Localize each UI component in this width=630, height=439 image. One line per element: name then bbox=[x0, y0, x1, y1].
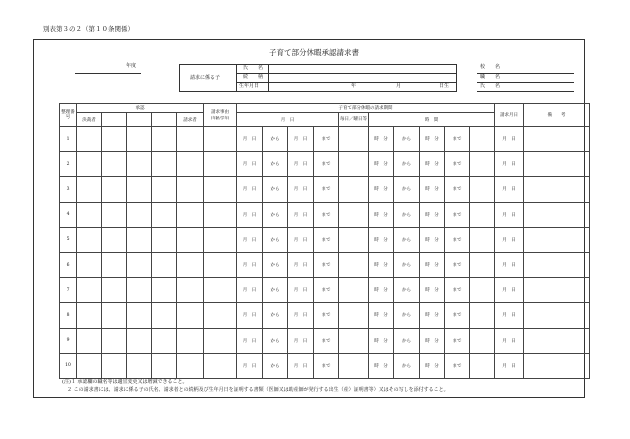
table-row bbox=[60, 252, 590, 277]
reason-cell[interactable] bbox=[204, 202, 237, 227]
child-group-label: 請求に係る子 bbox=[190, 75, 221, 81]
reason-cell[interactable] bbox=[204, 177, 237, 202]
row-number: 4 bbox=[60, 202, 77, 227]
kara-label: から bbox=[263, 328, 288, 353]
end-time[interactable]: 時 分 bbox=[420, 353, 445, 378]
row-number: 1 bbox=[60, 127, 77, 152]
kara-label: から bbox=[263, 177, 288, 202]
approval-blank-2 bbox=[127, 113, 152, 127]
table-row bbox=[60, 127, 590, 152]
time-blank[interactable] bbox=[470, 177, 495, 202]
approval-cell-1[interactable] bbox=[102, 252, 127, 277]
time-blank[interactable] bbox=[470, 353, 495, 378]
kara-label: から bbox=[394, 227, 420, 252]
made-label: まで bbox=[445, 303, 470, 328]
approval-cell-requester[interactable] bbox=[177, 227, 204, 252]
time-blank[interactable] bbox=[470, 328, 495, 353]
remarks-cell[interactable] bbox=[524, 303, 590, 328]
kara-label: から bbox=[263, 202, 288, 227]
made-label: まで bbox=[314, 278, 339, 303]
approval-cell-1[interactable] bbox=[102, 328, 127, 353]
start-month-day[interactable]: 月 日 bbox=[237, 202, 263, 227]
kara-label: から bbox=[263, 152, 288, 177]
approval-cell-recipient[interactable] bbox=[77, 252, 102, 277]
end-month-day[interactable]: 月 日 bbox=[288, 303, 314, 328]
time-blank[interactable] bbox=[470, 303, 495, 328]
approval-cell-recipient[interactable] bbox=[77, 227, 102, 252]
header-number: 整理番号 bbox=[60, 104, 77, 127]
table-row bbox=[60, 177, 590, 202]
remarks-cell[interactable] bbox=[524, 177, 590, 202]
child-relation-field[interactable] bbox=[272, 74, 452, 81]
start-time[interactable]: 時 分 bbox=[369, 152, 394, 177]
reason-cell[interactable] bbox=[204, 127, 237, 152]
approval-blank-3 bbox=[152, 113, 177, 127]
start-month-day[interactable]: 月 日 bbox=[237, 278, 263, 303]
approval-cell-3[interactable] bbox=[152, 127, 177, 152]
approval-cell-3[interactable] bbox=[152, 353, 177, 378]
remarks-cell[interactable] bbox=[524, 127, 590, 152]
made-label: まで bbox=[314, 177, 339, 202]
end-time[interactable]: 時 分 bbox=[420, 328, 445, 353]
year-label: 年度 bbox=[126, 63, 137, 69]
approval-cell-1[interactable] bbox=[102, 127, 127, 152]
header-reason bbox=[204, 104, 237, 127]
approval-cell-3[interactable] bbox=[152, 303, 177, 328]
start-month-day[interactable]: 月 日 bbox=[237, 127, 263, 152]
approval-cell-2[interactable] bbox=[127, 202, 152, 227]
header-reason-sub: (年齢/学年) bbox=[210, 115, 230, 120]
daily-cell[interactable] bbox=[339, 127, 369, 152]
header-recipient: 決裁者 bbox=[77, 113, 102, 127]
approval-cell-recipient[interactable] bbox=[77, 127, 102, 152]
table-row bbox=[60, 152, 590, 177]
end-month-day[interactable]: 月 日 bbox=[288, 353, 314, 378]
request-date-cell[interactable]: 月 日 bbox=[495, 353, 524, 378]
daily-cell[interactable] bbox=[339, 353, 369, 378]
row-number: 2 bbox=[60, 152, 77, 177]
header-remarks: 備 考 bbox=[524, 104, 590, 127]
header-approval: 承認 bbox=[77, 104, 204, 113]
approval-cell-requester[interactable] bbox=[177, 127, 204, 152]
made-label: まで bbox=[314, 202, 339, 227]
approval-cell-2[interactable] bbox=[127, 328, 152, 353]
header-request-date: 請求月日 bbox=[495, 104, 524, 127]
start-month-day[interactable]: 月 日 bbox=[237, 227, 263, 252]
table-row bbox=[60, 303, 590, 328]
table-row bbox=[60, 353, 590, 378]
row-number: 5 bbox=[60, 227, 77, 252]
start-month-day[interactable]: 月 日 bbox=[237, 252, 263, 277]
approval-cell-recipient[interactable] bbox=[77, 152, 102, 177]
request-table bbox=[59, 103, 590, 379]
page-title: 子育て部分休暇承認請求書 bbox=[269, 48, 359, 57]
end-month-day[interactable]: 月 日 bbox=[288, 227, 314, 252]
end-time[interactable]: 時 分 bbox=[420, 127, 445, 152]
end-month-day[interactable]: 月 日 bbox=[288, 328, 314, 353]
time-blank[interactable] bbox=[470, 278, 495, 303]
table-row bbox=[60, 227, 590, 252]
staff-name-label: 氏 名 bbox=[480, 83, 501, 89]
request-date-cell[interactable]: 月 日 bbox=[495, 328, 524, 353]
approval-cell-requester[interactable] bbox=[177, 177, 204, 202]
note-1: (注)１ 承認欄の職名等は適宜変更又は増減できること。 bbox=[62, 379, 188, 385]
approval-cell-recipient[interactable] bbox=[77, 278, 102, 303]
kara-label: から bbox=[263, 127, 288, 152]
start-time[interactable]: 時 分 bbox=[369, 328, 394, 353]
approval-cell-requester[interactable] bbox=[177, 278, 204, 303]
remarks-cell[interactable] bbox=[524, 252, 590, 277]
form-label: 別表第３の２（第１０条関係） bbox=[43, 25, 134, 33]
approval-cell-2[interactable] bbox=[127, 252, 152, 277]
school-label: 校 名 bbox=[480, 64, 501, 70]
start-time[interactable]: 時 分 bbox=[369, 303, 394, 328]
approval-cell-3[interactable] bbox=[152, 328, 177, 353]
header-reason-main: 請求事由 bbox=[211, 109, 229, 115]
kara-label: から bbox=[394, 303, 420, 328]
remarks-cell[interactable] bbox=[524, 202, 590, 227]
time-blank[interactable] bbox=[470, 227, 495, 252]
approval-cell-1[interactable] bbox=[102, 227, 127, 252]
daily-cell[interactable] bbox=[339, 303, 369, 328]
header-month-day: 月 日 bbox=[237, 113, 339, 127]
made-label: まで bbox=[314, 227, 339, 252]
table-row bbox=[60, 202, 590, 227]
child-birth-label: 生年月日 bbox=[239, 83, 260, 89]
table-row bbox=[60, 328, 590, 353]
child-name-field[interactable] bbox=[272, 65, 452, 72]
end-time[interactable]: 時 分 bbox=[420, 152, 445, 177]
daily-cell[interactable] bbox=[339, 227, 369, 252]
start-time[interactable]: 時 分 bbox=[369, 252, 394, 277]
remarks-cell[interactable] bbox=[524, 278, 590, 303]
made-label: まで bbox=[445, 127, 470, 152]
start-time[interactable]: 時 分 bbox=[369, 227, 394, 252]
approval-blank-1 bbox=[102, 113, 127, 127]
remarks-cell[interactable] bbox=[524, 353, 590, 378]
time-blank[interactable] bbox=[470, 252, 495, 277]
approval-cell-1[interactable] bbox=[102, 303, 127, 328]
approval-cell-1[interactable] bbox=[102, 353, 127, 378]
request-date-cell[interactable]: 月 日 bbox=[495, 252, 524, 277]
made-label: まで bbox=[314, 328, 339, 353]
request-date-cell[interactable]: 月 日 bbox=[495, 127, 524, 152]
end-time[interactable]: 時 分 bbox=[420, 303, 445, 328]
approval-cell-3[interactable] bbox=[152, 152, 177, 177]
approval-cell-2[interactable] bbox=[127, 278, 152, 303]
daily-cell[interactable] bbox=[339, 252, 369, 277]
approval-cell-requester[interactable] bbox=[177, 252, 204, 277]
kara-label: から bbox=[394, 353, 420, 378]
header-daily: 毎日／曜日等 bbox=[339, 113, 369, 127]
birth-month-unit: 月 bbox=[396, 83, 402, 89]
time-blank[interactable] bbox=[470, 127, 495, 152]
kara-label: から bbox=[263, 252, 288, 277]
made-label: まで bbox=[314, 353, 339, 378]
end-month-day[interactable]: 月 日 bbox=[288, 177, 314, 202]
header-period: 子育て部分休暇の請求期間 bbox=[237, 104, 495, 113]
approval-cell-3[interactable] bbox=[152, 227, 177, 252]
approval-cell-1[interactable] bbox=[102, 177, 127, 202]
daily-cell[interactable] bbox=[339, 177, 369, 202]
approval-cell-2[interactable] bbox=[127, 152, 152, 177]
approval-cell-2[interactable] bbox=[127, 303, 152, 328]
made-label: まで bbox=[445, 177, 470, 202]
kara-label: から bbox=[394, 328, 420, 353]
request-date-cell[interactable]: 月 日 bbox=[495, 278, 524, 303]
request-date-cell[interactable]: 月 日 bbox=[495, 152, 524, 177]
approval-cell-requester[interactable] bbox=[177, 303, 204, 328]
kara-label: から bbox=[263, 278, 288, 303]
birth-year-unit: 年 bbox=[351, 83, 357, 89]
daily-cell[interactable] bbox=[339, 152, 369, 177]
row-number: 7 bbox=[60, 278, 77, 303]
approval-cell-recipient[interactable] bbox=[77, 353, 102, 378]
position-label: 職 名 bbox=[480, 74, 501, 80]
kara-label: から bbox=[263, 227, 288, 252]
reason-cell[interactable] bbox=[204, 328, 237, 353]
end-month-day[interactable]: 月 日 bbox=[288, 252, 314, 277]
approval-cell-3[interactable] bbox=[152, 202, 177, 227]
approval-cell-1[interactable] bbox=[102, 202, 127, 227]
row-number: 8 bbox=[60, 303, 77, 328]
made-label: まで bbox=[445, 202, 470, 227]
start-time[interactable]: 時 分 bbox=[369, 278, 394, 303]
request-date-cell[interactable]: 月 日 bbox=[495, 303, 524, 328]
table-row bbox=[60, 278, 590, 303]
start-month-day[interactable]: 月 日 bbox=[237, 328, 263, 353]
approval-cell-3[interactable] bbox=[152, 252, 177, 277]
made-label: まで bbox=[445, 353, 470, 378]
approval-cell-requester[interactable] bbox=[177, 353, 204, 378]
made-label: まで bbox=[314, 303, 339, 328]
time-blank[interactable] bbox=[470, 152, 495, 177]
start-time[interactable]: 時 分 bbox=[369, 127, 394, 152]
row-number: 9 bbox=[60, 328, 77, 353]
reason-cell[interactable] bbox=[204, 227, 237, 252]
approval-cell-recipient[interactable] bbox=[77, 177, 102, 202]
end-time[interactable]: 時 分 bbox=[420, 227, 445, 252]
request-date-cell[interactable]: 月 日 bbox=[495, 227, 524, 252]
row-number: 3 bbox=[60, 177, 77, 202]
time-blank[interactable] bbox=[470, 202, 495, 227]
start-time[interactable]: 時 分 bbox=[369, 353, 394, 378]
start-time[interactable]: 時 分 bbox=[369, 202, 394, 227]
kara-label: から bbox=[394, 127, 420, 152]
daily-cell[interactable] bbox=[339, 328, 369, 353]
end-month-day[interactable]: 月 日 bbox=[288, 152, 314, 177]
reason-cell[interactable] bbox=[204, 353, 237, 378]
request-date-cell[interactable]: 月 日 bbox=[495, 177, 524, 202]
child-relation-label: 続 柄 bbox=[243, 74, 264, 80]
made-label: まで bbox=[314, 152, 339, 177]
end-time[interactable]: 時 分 bbox=[420, 278, 445, 303]
birth-day-unit: 日生 bbox=[439, 83, 450, 89]
approval-cell-3[interactable] bbox=[152, 278, 177, 303]
approval-cell-requester[interactable] bbox=[177, 328, 204, 353]
start-month-day[interactable]: 月 日 bbox=[237, 303, 263, 328]
kara-label: から bbox=[394, 177, 420, 202]
approval-cell-1[interactable] bbox=[102, 152, 127, 177]
approval-cell-2[interactable] bbox=[127, 177, 152, 202]
approval-cell-recipient[interactable] bbox=[77, 202, 102, 227]
end-time[interactable]: 時 分 bbox=[420, 202, 445, 227]
remarks-cell[interactable] bbox=[524, 328, 590, 353]
approval-cell-2[interactable] bbox=[127, 227, 152, 252]
approval-cell-3[interactable] bbox=[152, 177, 177, 202]
daily-cell[interactable] bbox=[339, 278, 369, 303]
made-label: まで bbox=[445, 252, 470, 277]
staff-name-field-line[interactable] bbox=[477, 91, 574, 92]
approval-cell-recipient[interactable] bbox=[77, 328, 102, 353]
end-month-day[interactable]: 月 日 bbox=[288, 127, 314, 152]
row-number: 6 bbox=[60, 252, 77, 277]
made-label: まで bbox=[445, 227, 470, 252]
approval-cell-requester[interactable] bbox=[177, 152, 204, 177]
kara-label: から bbox=[394, 278, 420, 303]
made-label: まで bbox=[445, 328, 470, 353]
approval-cell-2[interactable] bbox=[127, 353, 152, 378]
start-time[interactable]: 時 分 bbox=[369, 177, 394, 202]
remarks-cell[interactable] bbox=[524, 152, 590, 177]
note-2: ２ この請求書には、請求に係る子の氏名、請求者との続柄及び生年月日を証明する書類（医師又は助産師が発行する出生（産）証明書等）又はその写しを添付すること。 bbox=[62, 387, 449, 393]
end-month-day[interactable]: 月 日 bbox=[288, 278, 314, 303]
made-label: まで bbox=[445, 278, 470, 303]
made-label: まで bbox=[314, 127, 339, 152]
approval-cell-requester[interactable] bbox=[177, 202, 204, 227]
kara-label: から bbox=[394, 152, 420, 177]
kara-label: から bbox=[394, 252, 420, 277]
kara-label: から bbox=[394, 202, 420, 227]
end-month-day[interactable]: 月 日 bbox=[288, 202, 314, 227]
approval-cell-recipient[interactable] bbox=[77, 303, 102, 328]
made-label: まで bbox=[445, 152, 470, 177]
approval-cell-1[interactable] bbox=[102, 278, 127, 303]
header-requester: 請求者 bbox=[177, 113, 204, 127]
approval-cell-2[interactable] bbox=[127, 127, 152, 152]
made-label: まで bbox=[314, 252, 339, 277]
daily-cell[interactable] bbox=[339, 202, 369, 227]
kara-label: から bbox=[263, 353, 288, 378]
start-month-day[interactable]: 月 日 bbox=[237, 152, 263, 177]
row-number: 10 bbox=[60, 353, 77, 378]
header-time: 時 間 bbox=[369, 113, 495, 127]
child-name-label: 氏 名 bbox=[243, 65, 264, 71]
year-field-line[interactable] bbox=[75, 73, 141, 74]
reason-cell[interactable] bbox=[204, 278, 237, 303]
reason-cell[interactable] bbox=[204, 303, 237, 328]
request-date-cell[interactable]: 月 日 bbox=[495, 202, 524, 227]
start-month-day[interactable]: 月 日 bbox=[237, 353, 263, 378]
end-time[interactable]: 時 分 bbox=[420, 177, 445, 202]
end-time[interactable]: 時 分 bbox=[420, 252, 445, 277]
reason-cell[interactable] bbox=[204, 252, 237, 277]
remarks-cell[interactable] bbox=[524, 227, 590, 252]
start-month-day[interactable]: 月 日 bbox=[237, 177, 263, 202]
kara-label: から bbox=[263, 303, 288, 328]
reason-cell[interactable] bbox=[204, 152, 237, 177]
